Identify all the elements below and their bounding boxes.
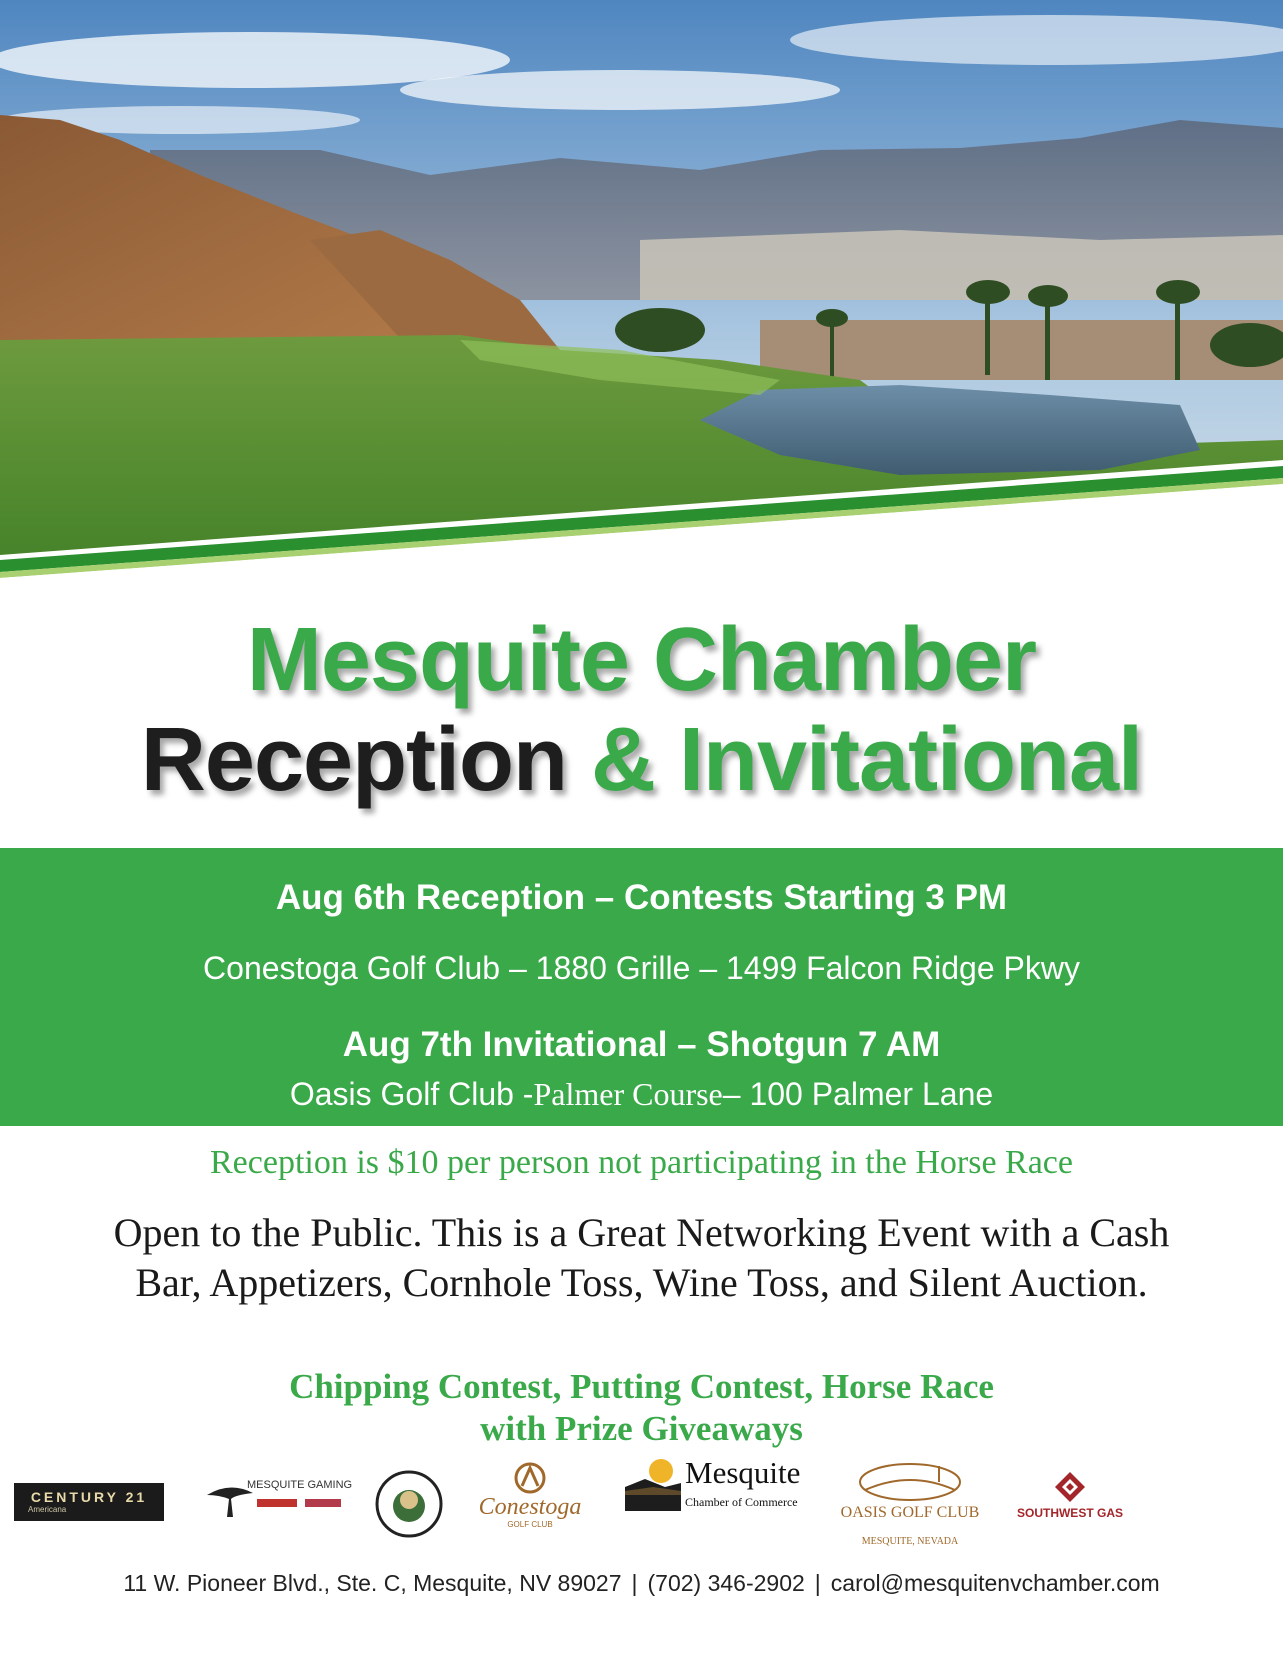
contests-line-1: Chipping Contest, Putting Contest, Horse Race xyxy=(289,1367,994,1406)
chamber-logo xyxy=(625,1455,815,1515)
invitational-location-address: – 100 Palmer Lane xyxy=(722,1076,994,1112)
chamber-sub: Chamber of Commerce xyxy=(685,1495,798,1509)
contests-line-2: with Prize Giveaways xyxy=(480,1409,803,1448)
footer-separator: | xyxy=(814,1570,821,1596)
contact-footer xyxy=(0,1570,1283,1597)
oasis-sub: MESQUITE, NEVADA xyxy=(861,1536,959,1547)
mesquite-gaming-name: MESQUITE GAMING xyxy=(247,1479,353,1491)
southwest-gas-logo xyxy=(1010,1472,1130,1532)
contests-list xyxy=(0,1366,1283,1450)
century21-sub: Americana xyxy=(28,1505,67,1514)
reception-price-note: Reception is $10 per person not participating in the Horse Race xyxy=(210,1144,1073,1181)
invitational-location-course: Palmer Course xyxy=(533,1076,723,1112)
kokopelli-seal-icon xyxy=(375,1470,443,1538)
virgin-river-mark xyxy=(305,1499,341,1507)
southwest-gas-flame-icon xyxy=(1055,1472,1085,1502)
footer-phone: (702) 346-2902 xyxy=(647,1570,805,1596)
footer-email[interactable]: carol@mesquitenvchamber.com xyxy=(830,1570,1160,1596)
reception-location: Conestoga Golf Club – 1880 Grille – 1499 Falcon Ridge Pkwy xyxy=(203,950,1080,986)
oasis-oval-icon xyxy=(855,1460,965,1504)
casablanca-mark xyxy=(257,1499,297,1507)
footer-address: 11 W. Pioneer Blvd., Ste. C, Mesquite, NV 89027 xyxy=(123,1570,622,1596)
invitational-heading: Aug 7th Invitational – Shotgun 7 AM xyxy=(342,1025,941,1064)
invitational-location xyxy=(0,1076,1283,1113)
conestoga-emblem-icon xyxy=(510,1462,550,1494)
footer-separator: | xyxy=(631,1570,638,1596)
title-line-2 xyxy=(0,710,1283,810)
chamber-sun-icon xyxy=(625,1457,681,1511)
title-invitational: & Invitational xyxy=(591,710,1143,810)
conestoga-sub: GOLF CLUB xyxy=(507,1520,553,1529)
chamber-name: Mesquite xyxy=(685,1455,801,1490)
century21-name: CENTURY 21 xyxy=(30,1489,148,1505)
mesquite-gaming-logo xyxy=(205,1475,355,1525)
southwest-gas-name: SOUTHWEST GAS xyxy=(1016,1506,1123,1520)
event-description: Open to the Public. This is a Great Networking Event with a Cash Bar, Appetizers, Cornhole Toss, Wine Toss, and Silent Auction. xyxy=(113,1210,1170,1305)
title-line-1: Mesquite Chamber xyxy=(246,610,1037,710)
reception-heading: Aug 6th Reception – Contests Starting 3 PM xyxy=(275,878,1008,917)
century21-logo xyxy=(14,1483,164,1521)
oasis-name: OASIS GOLF CLUB xyxy=(840,1504,980,1521)
event-details-band xyxy=(0,848,1283,1126)
oasis-golf-logo xyxy=(840,1460,980,1550)
event-title xyxy=(0,610,1283,810)
kokopelli-logo xyxy=(375,1470,443,1538)
conestoga-name: Conestoga xyxy=(478,1494,582,1520)
hero-golf-course-photo xyxy=(0,0,1283,600)
invitational-location-club: Oasis Golf Club - xyxy=(289,1076,534,1112)
conestoga-logo xyxy=(470,1462,590,1532)
title-reception: Reception xyxy=(140,710,567,810)
